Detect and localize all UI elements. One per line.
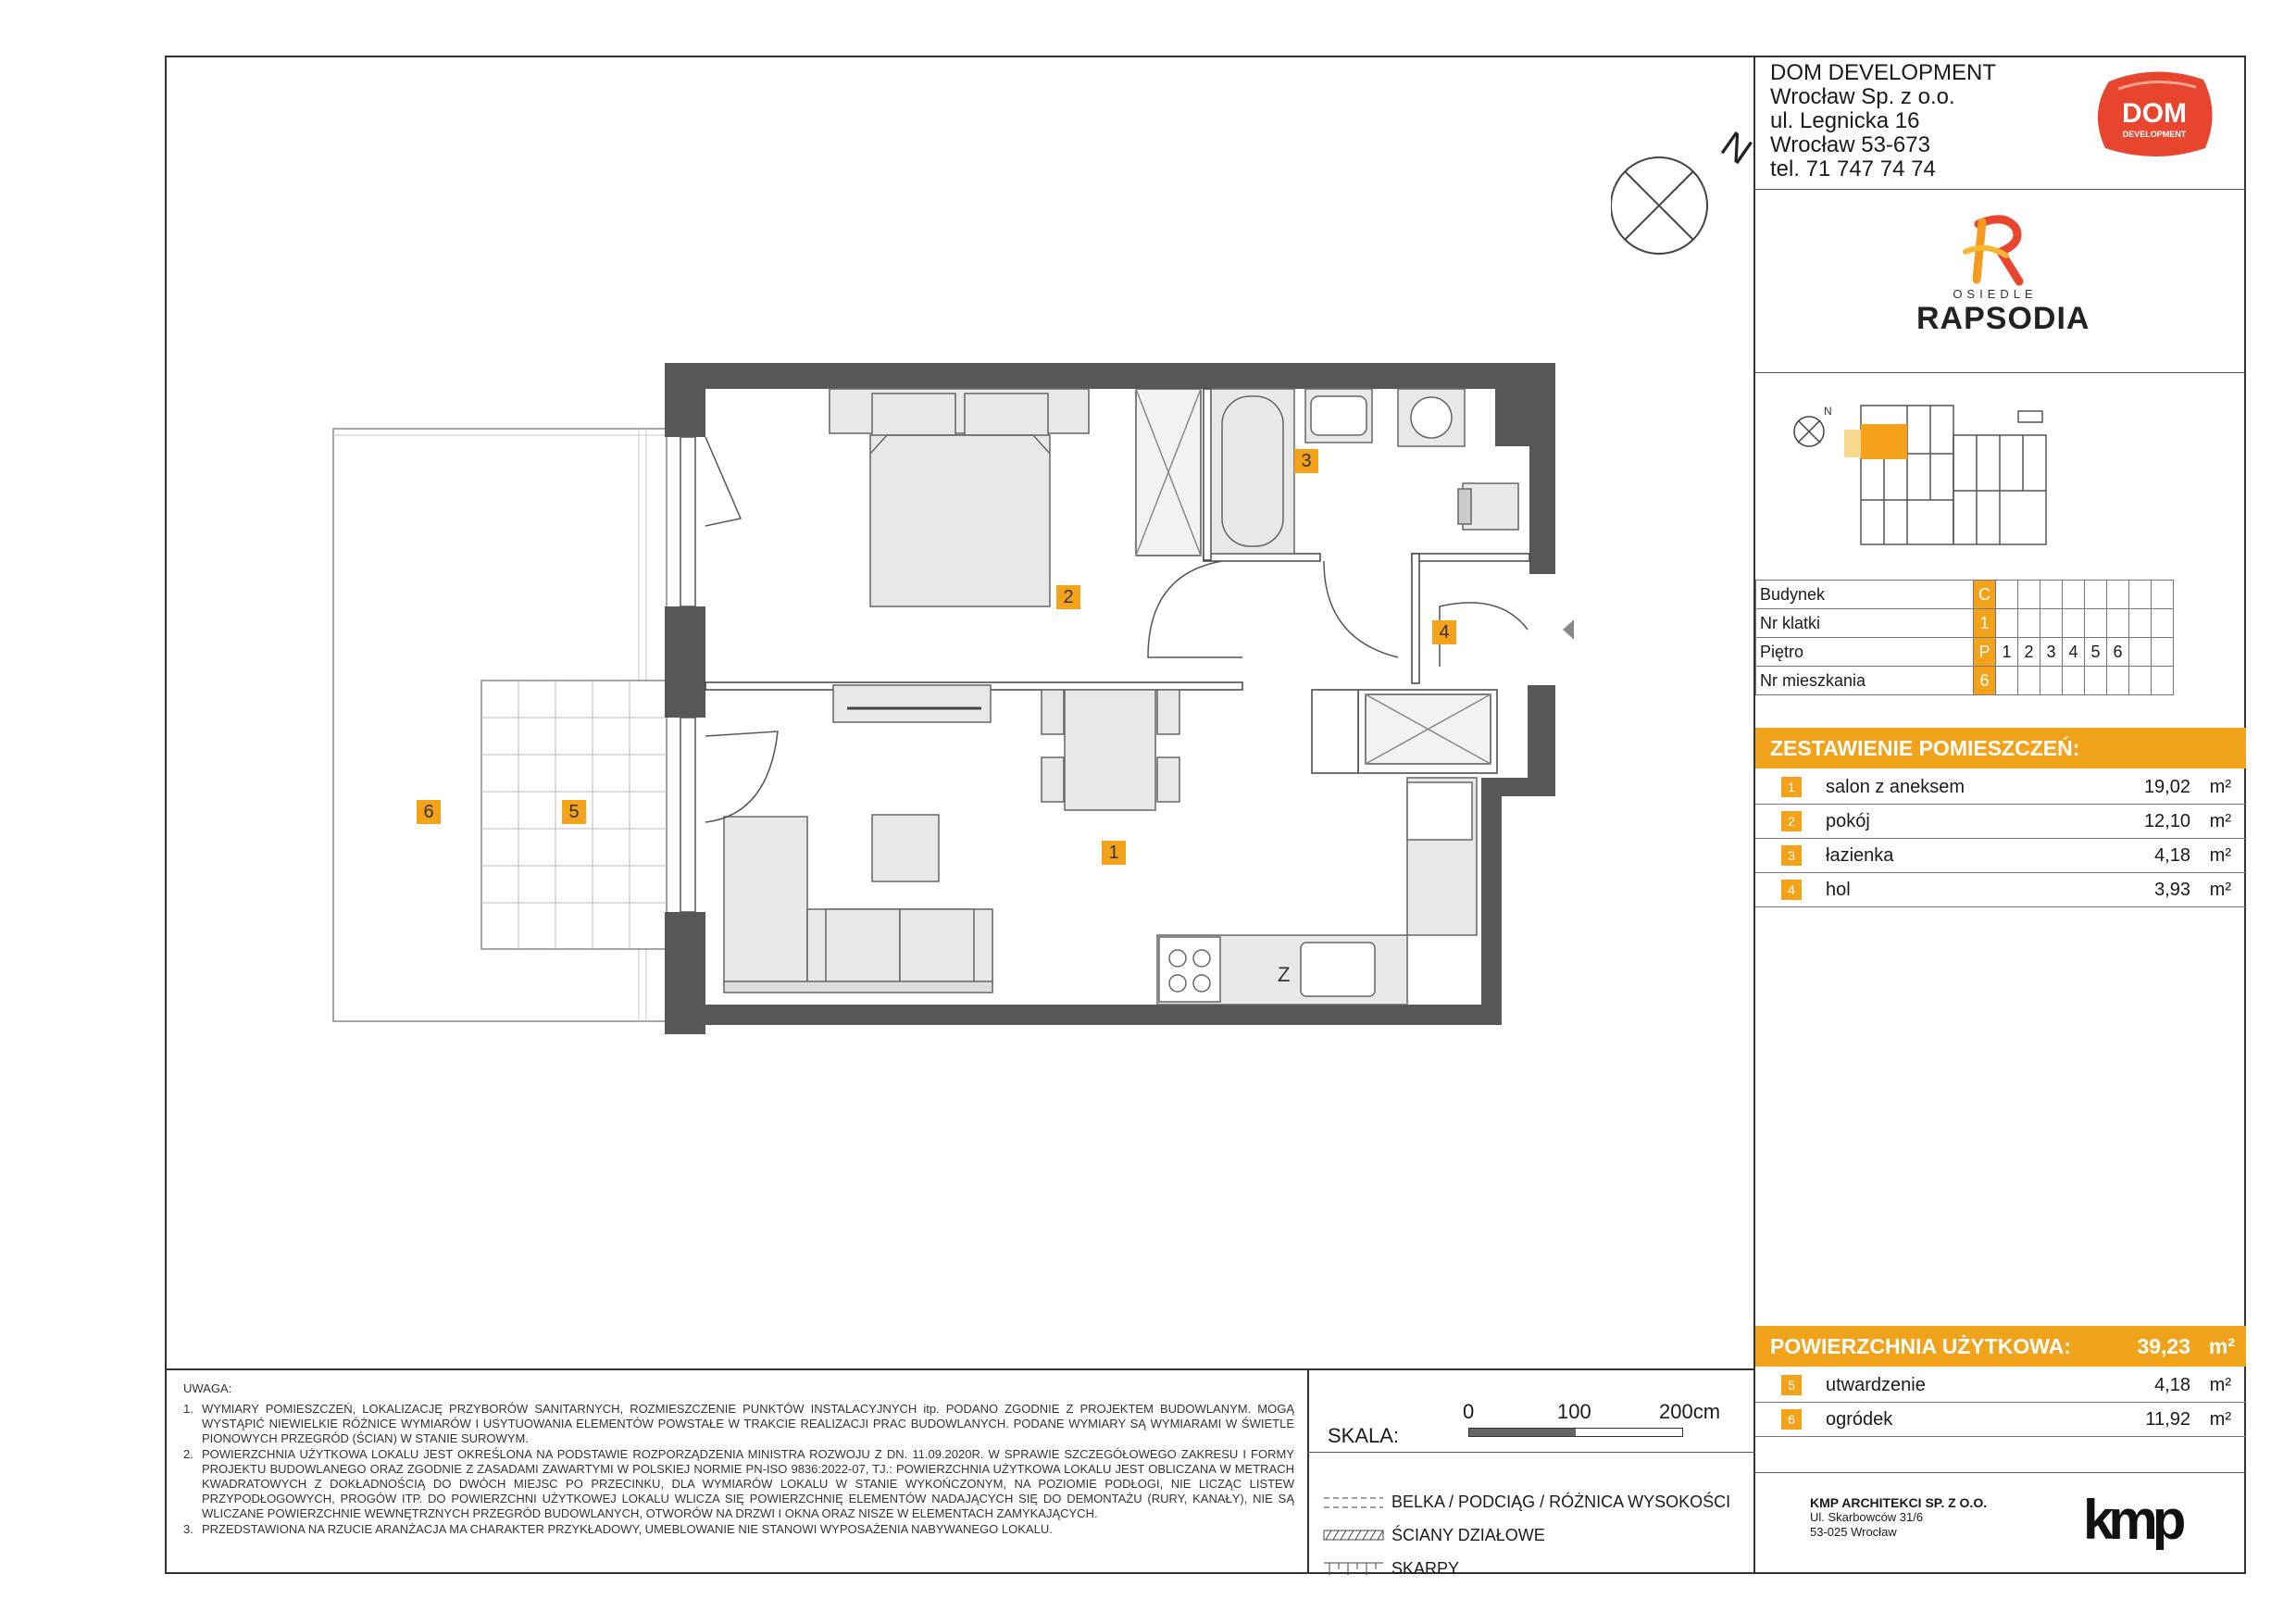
dom-development-logo — [2090, 69, 2218, 161]
room-name: salon z aneksem — [1826, 777, 1965, 797]
note-item: 1. WYMIARY POMIESZCZEŃ, LOKALIZACJĘ PRZYBORÓW SANITARNYCH, ROZMIESZCZENIE PUNKTÓW INSTALACYJNYCH itp. PODANO ZGODNIE Z PROJEKTEM BUDOWLANYM. MOGĄ WYSTĄPIĆ NIEWIELKIE RÓŻNICE WYMIARÓW I USYTUOWANIA ELEMENTÓW POWSTAŁE W TRAKCIE REALIZACJI PRAC BUDOWLANYCH. PODANE WYMIARY SĄ WYMIARAMI W ŚWIETLE PIONOWYCH PRZEGRÓD (ŚCIAN) W STANIE SUROWYM. — [183, 1402, 1294, 1445]
room-area: 12,10 — [2143, 811, 2190, 831]
estate-name: RAPSODIA — [1916, 301, 2090, 336]
label-building: Budynek — [1756, 581, 1974, 609]
area-name: ogródek — [1826, 1409, 1893, 1430]
floor-option: 2 — [2018, 638, 2040, 667]
scale-tick-0: 0 — [1463, 1400, 1475, 1423]
usable-area-value: 39,23 — [2137, 1334, 2190, 1358]
notes-block — [183, 1381, 1294, 1538]
scale-tick-100: 100 — [1557, 1400, 1591, 1423]
floor-option: 4 — [2063, 638, 2085, 667]
dining-set — [1042, 690, 1179, 810]
room-area: 4,18 — [2154, 845, 2190, 866]
architect-street: Ul. Skarbowców 31/6 — [1810, 1510, 1924, 1524]
developer-name: DOM DEVELOPMENT — [1770, 60, 1997, 85]
svg-text:DEVELOPMENT: DEVELOPMENT — [2122, 130, 2187, 139]
label-unit: Nr mieszkania — [1756, 667, 1974, 695]
value-unit: 6 — [1974, 667, 1996, 695]
area-unit: m² — [2209, 1375, 2231, 1395]
room-number: 3 — [1781, 845, 1802, 866]
developer-address — [1770, 61, 1996, 181]
label-floor: Piętro — [1756, 638, 1974, 667]
tv-unit — [833, 685, 991, 722]
usable-area-unit: m² — [2208, 1334, 2235, 1358]
extra-area-row — [1755, 1403, 2246, 1437]
kitchen-counter — [1157, 778, 1477, 1005]
value-building: C — [1974, 581, 1996, 609]
key-plan — [1787, 398, 2240, 556]
room-tag-3: 3 — [1294, 449, 1318, 473]
room-name: łazienka — [1826, 845, 1894, 866]
room-tag-1: 1 — [1102, 841, 1126, 865]
room-tag-6: 6 — [417, 800, 441, 824]
developer-street: ul. Legnicka 16 — [1770, 108, 1920, 133]
legend-divider — [1307, 1452, 1755, 1453]
sofa — [724, 817, 992, 993]
room-row — [1755, 805, 2246, 839]
info-row-floor — [1756, 638, 2174, 667]
estate-small-label: OSIEDLE — [1953, 287, 2038, 301]
room-unit: m² — [2209, 880, 2231, 900]
scale-bar-frame — [1468, 1428, 1683, 1437]
room-number: 4 — [1781, 880, 1802, 900]
developer-line2: Wrocław Sp. z o.o. — [1770, 84, 1955, 109]
title-divider-2 — [1753, 372, 2246, 373]
scale-tick-200: 200cm — [1659, 1400, 1721, 1423]
room-number: 2 — [1781, 811, 1802, 831]
floor-plan — [324, 352, 1574, 1056]
usable-area-band — [1755, 1326, 2246, 1367]
room-unit: m² — [2209, 777, 2231, 797]
legend-skarpy: SKARPY — [1322, 1559, 1459, 1579]
title-divider-3 — [1753, 1472, 2246, 1473]
usable-area-label: POWIERZCHNIA UŻYTKOWA: — [1770, 1334, 2071, 1358]
svg-text:N: N — [1824, 405, 1832, 418]
rooms-header: ZESTAWIENIE POMIESZCZEŃ: — [1755, 728, 2246, 768]
architect-city: 53-025 Wrocław — [1810, 1525, 1897, 1539]
scale-divider — [1307, 1368, 1309, 1574]
bathroom-fixtures — [1305, 389, 1518, 530]
floor-option: 6 — [2107, 638, 2129, 667]
floor-option: 1 — [1996, 638, 2018, 667]
developer-phone: tel. 71 747 74 74 — [1770, 156, 1936, 181]
label-staircase: Nr klatki — [1756, 609, 1974, 638]
info-row-building — [1756, 581, 2174, 609]
room-unit: m² — [2209, 845, 2231, 866]
room-area: 3,93 — [2154, 880, 2190, 900]
notes-divider — [165, 1368, 1755, 1370]
area-value: 11,92 — [2145, 1409, 2190, 1430]
value-floor: P — [1974, 638, 1996, 667]
room-name: hol — [1826, 880, 1851, 900]
room-row — [1755, 770, 2246, 805]
area-number: 6 — [1781, 1409, 1802, 1430]
area-name: utwardzenie — [1826, 1375, 1926, 1395]
area-value: 4,18 — [2154, 1375, 2190, 1395]
notes-title: UWAGA: — [183, 1381, 232, 1395]
wardrobe — [1136, 389, 1201, 556]
room-tag-4: 4 — [1432, 620, 1456, 644]
kmp-logo — [2083, 1494, 2185, 1555]
info-row-staircase — [1756, 609, 2174, 638]
north-arrow — [1611, 120, 1759, 264]
room-unit: m² — [2209, 811, 2231, 831]
value-staircase: 1 — [1974, 609, 1996, 638]
title-divider-1 — [1753, 189, 2246, 190]
svg-text:DOM: DOM — [2122, 98, 2187, 129]
room-name: pokój — [1826, 811, 1870, 831]
info-row-unit — [1756, 667, 2174, 695]
installation-shaft — [1366, 694, 1491, 764]
room-row — [1755, 839, 2246, 873]
room-row — [1755, 873, 2246, 907]
note-item: 2. POWIERZCHNIA UŻYTKOWA LOKALU JEST OKREŚLONA NA PODSTAWIE ROZPORZĄDZENIA MINISTRA ROZWOJU Z DN. 11.09.2020R. W SPRAWIE SZCZEGÓŁOWEGO ZAKRESU I FORMY PROJEKTU BUDOWLANEGO ORAZ ZGODNIE Z ZASADAMI ZAWARTYMI W POLSKIEJ NORMIE PN-ISO 9836:2022-07, TJ.: POWIERZCHNIA UŻYTKOWA LOKALU JEST OBLICZANA W METRACH KWADRATOWYCH Z DOKŁADNOŚCIĄ DO DWÓCH MIEJSC PO PRZECINKU, DLA WYMIARÓW LOKALU W STANIE WYKOŃCZONYM, NA POZIOMIE PODŁOGI, NIE LICZĄC LISTEW PRZYPODŁOGOWYCH, PROGÓW ITP. DO POWIERZCHNI UŻYTKOWEJ LOKALU WLICZA SIĘ POWIERZCHNIĘ ELEMENTÓW NADAJĄCYCH SIĘ DO DEMONTAŻU (RURY, KANAŁY), NIE SĄ WLICZANE POWIERZCHNIE WEWNĘTRZNYCH PRZEGRÓD BUDOWLANYCH, OTWORÓW NA DRZWI I OKNA ORAZ NISZE W ELEMENTACH ZAMYKAJĄCYCH. — [183, 1447, 1294, 1520]
room-tag-5: 5 — [562, 800, 586, 824]
architect-info — [1810, 1495, 1987, 1540]
entrance-arrow — [1563, 611, 1574, 648]
unit-info-table — [1755, 580, 2174, 695]
bathtub — [1211, 389, 1294, 554]
stove-label: Z — [1278, 963, 1291, 986]
key-plan-compass — [1794, 405, 1832, 446]
floor-option: 3 — [2040, 638, 2063, 667]
coffee-table — [872, 815, 939, 881]
legend-partition-walls: ŚCIANY DZIAŁOWE — [1322, 1526, 1545, 1545]
rapsodia-logo — [1916, 215, 2090, 354]
legend-belka: BELKA / PODCIĄG / RÓŻNICA WYSOKOŚCI — [1391, 1493, 1731, 1511]
svg-text:kmp: kmp — [2083, 1494, 2181, 1550]
developer-city: Wrocław 53-673 — [1770, 132, 1930, 157]
room-number: 1 — [1781, 777, 1802, 797]
architect-name: KMP ARCHITEKCI SP. Z O.O. — [1810, 1495, 1988, 1510]
key-plan-unit — [1861, 424, 1907, 459]
area-number: 5 — [1781, 1375, 1802, 1395]
key-plan-garden — [1844, 430, 1861, 457]
note-item: 3. PRZEDSTAWIONA NA RZUCIE ARANŻACJA MA CHARAKTER PRZYKŁADOWY, UMEBLOWANIE NIE STANOWI WYPOSAŻENIA NABYWANEGO LOKALU. — [183, 1522, 1053, 1536]
area-unit: m² — [2209, 1409, 2231, 1430]
room-area: 19,02 — [2143, 777, 2190, 797]
double-bed — [830, 389, 1089, 606]
room-tag-2: 2 — [1056, 585, 1080, 609]
floor-option: 5 — [2085, 638, 2107, 667]
extra-area-row — [1755, 1368, 2246, 1403]
scale-label: SKALA: — [1328, 1424, 1400, 1447]
svg-text:N: N — [1713, 123, 1759, 173]
